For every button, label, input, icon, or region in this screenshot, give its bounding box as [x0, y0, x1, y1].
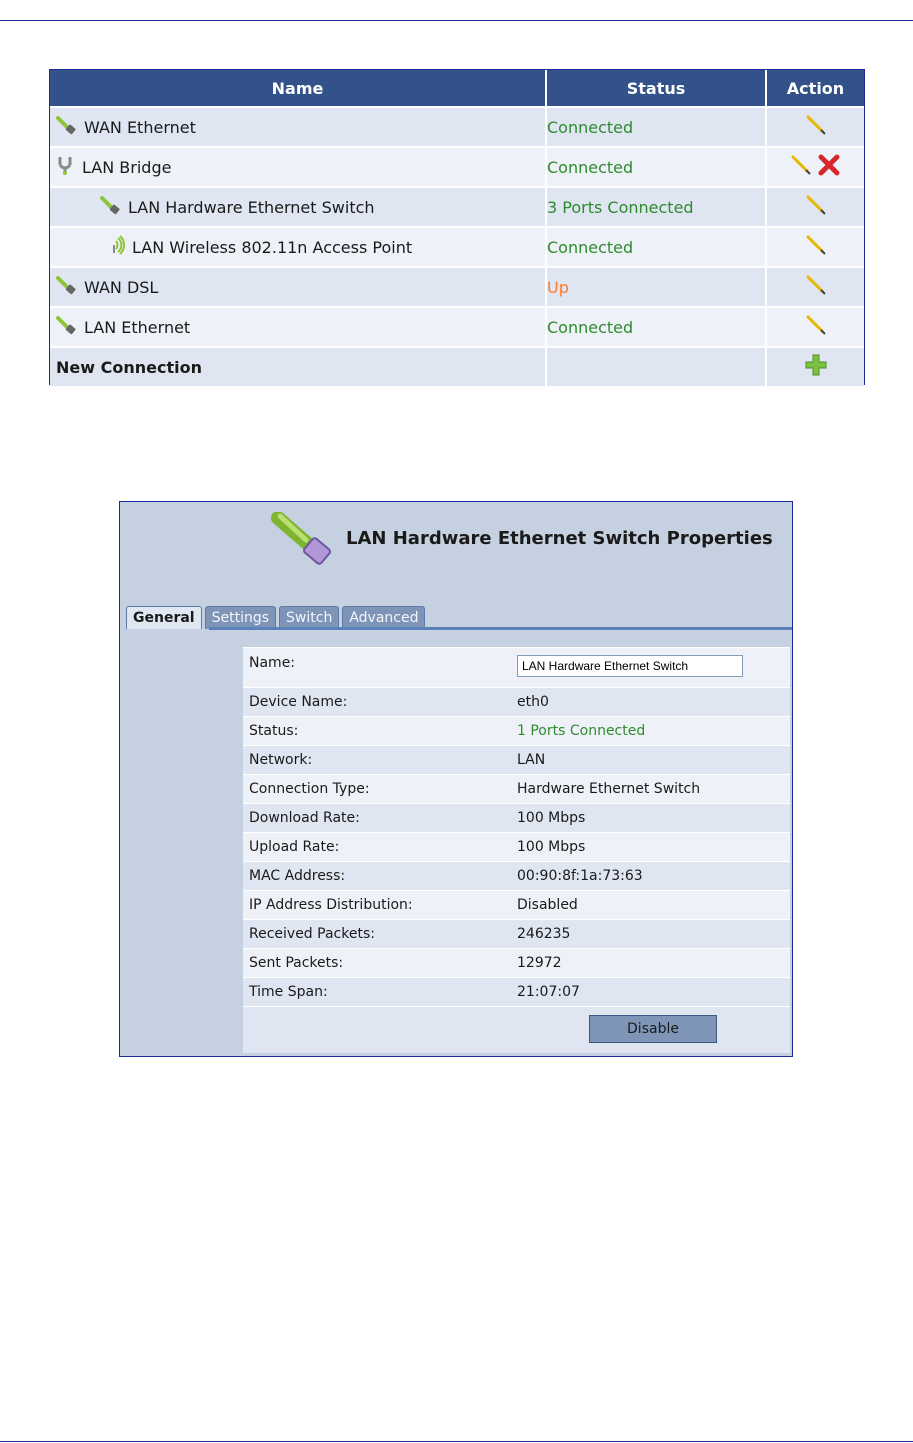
form-row: [243, 919, 790, 948]
column-header-name: Name: [50, 70, 546, 107]
form-row: [243, 890, 790, 919]
form-row: [243, 948, 790, 977]
field-label: Connection Type:: [249, 781, 370, 797]
field-value: Disabled: [517, 897, 578, 913]
bottom-rule: [0, 1441, 913, 1442]
top-rule: [0, 20, 913, 21]
status-value: 3 Ports Connected: [546, 187, 766, 227]
tab-bar: [126, 606, 425, 629]
column-header-status: Status: [546, 70, 766, 107]
column-header-action: Action: [766, 70, 864, 107]
ethernet-cable-icon: [56, 275, 78, 299]
form-row: [243, 716, 790, 745]
disable-button[interactable]: Disable: [589, 1015, 717, 1043]
table-row: [50, 307, 864, 347]
field-value: eth0: [517, 694, 549, 710]
name-field[interactable]: [517, 655, 743, 677]
field-label: IP Address Distribution:: [249, 897, 413, 913]
properties-form: [243, 647, 790, 1053]
form-row: [243, 861, 790, 890]
delete-icon[interactable]: [817, 153, 841, 181]
table-row: [50, 147, 864, 187]
status-value: Connected: [546, 107, 766, 147]
wireless-icon: [106, 235, 126, 259]
field-value: LAN: [517, 752, 546, 768]
tab-settings[interactable]: Settings: [205, 606, 276, 629]
form-row: [243, 803, 790, 832]
connection-link[interactable]: LAN Wireless 802.11n Access Point: [132, 237, 413, 257]
tab-underline: [209, 627, 792, 630]
new-connection-link[interactable]: New Connection: [56, 357, 202, 377]
table-row: [50, 187, 864, 227]
edit-icon[interactable]: [805, 274, 827, 300]
field-label: Upload Rate:: [249, 839, 340, 855]
edit-icon[interactable]: [805, 314, 827, 340]
field-label: Device Name:: [249, 694, 348, 710]
field-label: Status:: [249, 723, 299, 739]
form-row: [243, 774, 790, 803]
connection-link[interactable]: LAN Ethernet: [84, 317, 191, 337]
table-row: [50, 227, 864, 267]
status-value: Connected: [546, 307, 766, 347]
form-row: [243, 977, 790, 1006]
field-value: 100 Mbps: [517, 810, 586, 826]
connection-link[interactable]: LAN Hardware Ethernet Switch: [128, 197, 375, 217]
page-title: LAN Hardware Ethernet Switch Properties: [346, 528, 773, 549]
ethernet-cable-icon: [100, 195, 122, 219]
field-value: Hardware Ethernet Switch: [517, 781, 701, 797]
field-label: Time Span:: [249, 984, 328, 1000]
field-label: Download Rate:: [249, 810, 360, 826]
table-row: [50, 107, 864, 147]
table-row: [50, 267, 864, 307]
field-label: Name:: [249, 655, 296, 671]
tab-general[interactable]: General: [126, 606, 202, 629]
field-label: Sent Packets:: [249, 955, 344, 971]
table-row: [50, 347, 864, 386]
connection-link[interactable]: WAN Ethernet: [84, 117, 196, 137]
tab-switch[interactable]: Switch: [279, 606, 339, 629]
field-value: 100 Mbps: [517, 839, 586, 855]
field-label: Received Packets:: [249, 926, 375, 942]
field-value: 00:90:8f:1a:73:63: [517, 868, 643, 884]
field-label: MAC Address:: [249, 868, 346, 884]
form-row: [243, 687, 790, 716]
button-row: [243, 1006, 790, 1053]
connection-link[interactable]: WAN DSL: [84, 277, 159, 297]
edit-icon[interactable]: [790, 154, 812, 180]
field-value: 12972: [517, 955, 562, 971]
ethernet-cable-icon: [270, 512, 340, 576]
form-row: [243, 832, 790, 861]
field-value: 21:07:07: [517, 984, 580, 1000]
form-row-name: [243, 647, 790, 687]
edit-icon[interactable]: [805, 194, 827, 220]
bridge-icon: [56, 155, 76, 179]
field-value: 246235: [517, 926, 571, 942]
tab-advanced[interactable]: Advanced: [342, 606, 425, 629]
status-value: Up: [546, 267, 766, 307]
empty-cell: [546, 347, 766, 386]
status-value: Connected: [546, 147, 766, 187]
edit-icon[interactable]: [805, 114, 827, 140]
edit-icon[interactable]: [805, 234, 827, 260]
connections-table: [49, 69, 865, 385]
status-value: Connected: [546, 227, 766, 267]
connection-link[interactable]: LAN Bridge: [82, 157, 172, 177]
form-row: [243, 745, 790, 774]
field-label: Network:: [249, 752, 313, 768]
ethernet-cable-icon: [56, 315, 78, 339]
ethernet-cable-icon: [56, 115, 78, 139]
field-value: 1 Ports Connected: [517, 723, 646, 739]
add-icon[interactable]: [804, 353, 828, 381]
